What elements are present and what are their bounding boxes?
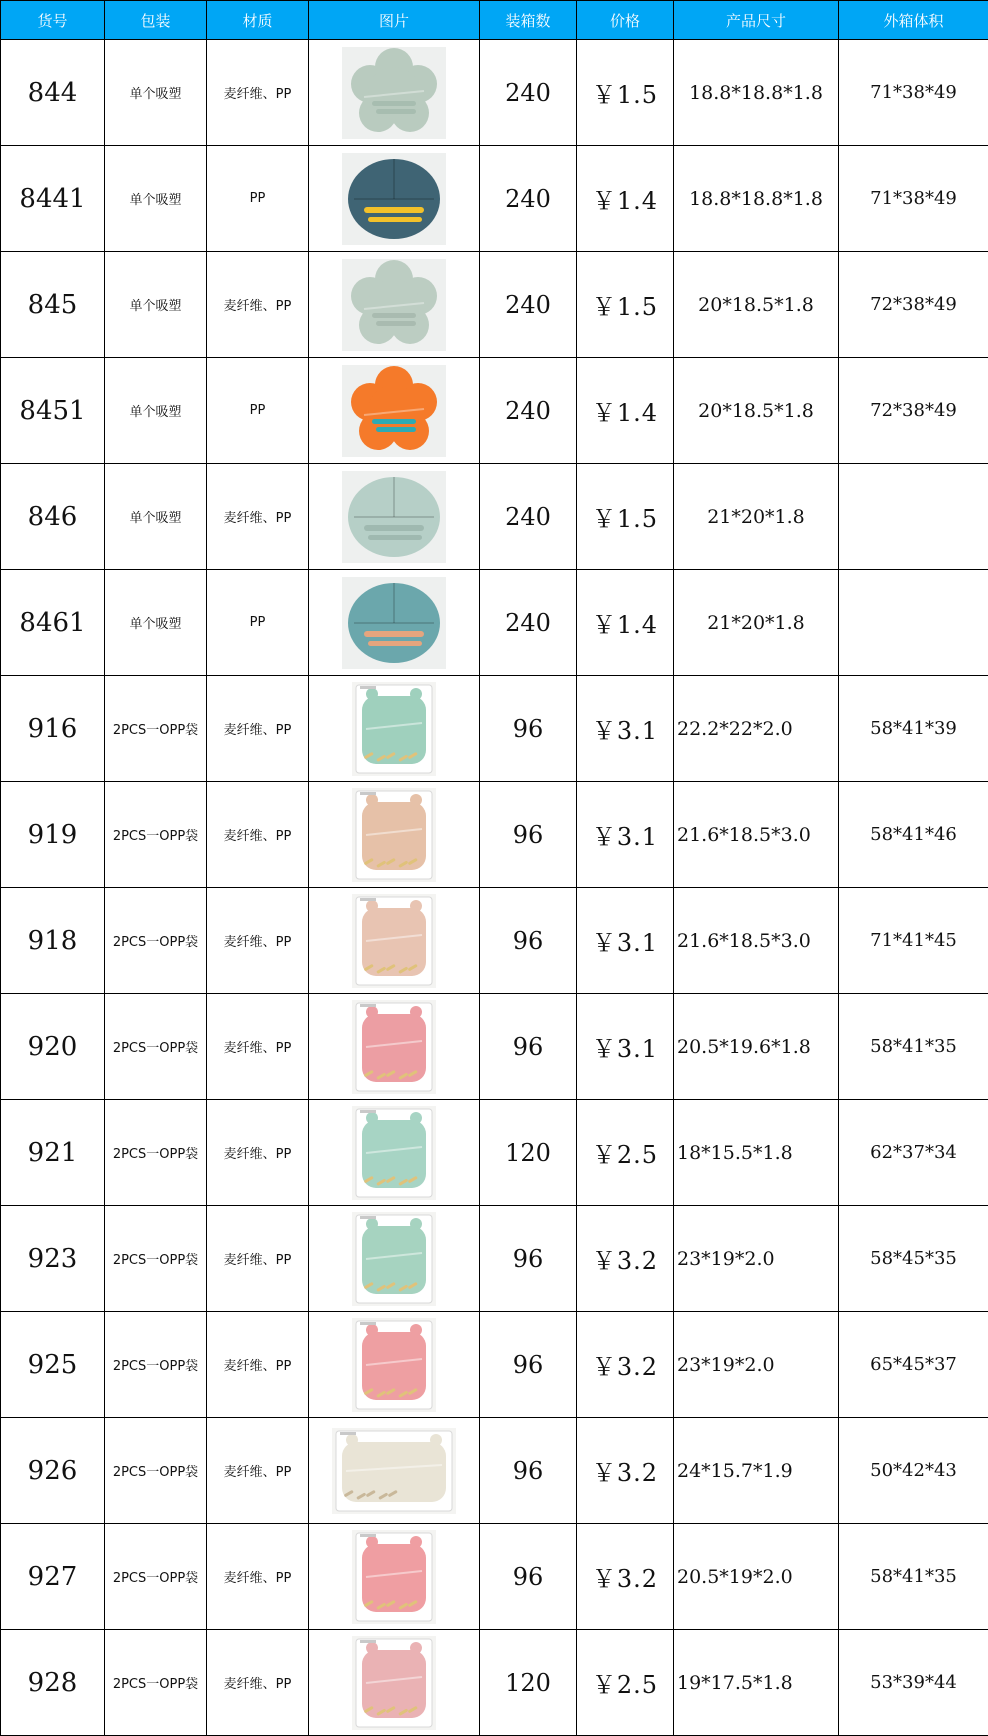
price-cell: ￥1.5 (577, 464, 674, 570)
table-row (1, 1524, 988, 1630)
image-cell (309, 252, 480, 358)
product-size-cell: 22.2*22*2.0 (674, 676, 839, 782)
carton-volume-cell: 58*41*39 (839, 676, 988, 782)
price-cell: ￥3.2 (577, 1418, 674, 1524)
image-cell (309, 1630, 480, 1736)
packaging-cell: 单个吸塑 (105, 252, 207, 358)
packaging-cell: 单个吸塑 (105, 40, 207, 146)
carton-volume-cell: 72*38*49 (839, 252, 988, 358)
packaging-cell: 单个吸塑 (105, 464, 207, 570)
code-cell: 918 (1, 888, 105, 994)
packaging-cell: 2PCS一OPP袋 (105, 1206, 207, 1312)
price-cell: ￥1.4 (577, 358, 674, 464)
product-size-cell: 18*15.5*1.8 (674, 1100, 839, 1206)
product-size-cell: 20*18.5*1.8 (674, 252, 839, 358)
table-row (1, 782, 988, 888)
price-cell: ￥3.2 (577, 1206, 674, 1312)
table-row (1, 994, 988, 1100)
table-row (1, 464, 988, 570)
material-cell: PP (207, 146, 309, 252)
carton-volume-cell: 58*41*35 (839, 1524, 988, 1630)
price-cell: ￥1.4 (577, 146, 674, 252)
code-cell: 846 (1, 464, 105, 570)
table-row (1, 1418, 988, 1524)
material-cell: 麦纤维、PP (207, 1312, 309, 1418)
carton-qty-cell: 96 (480, 1206, 577, 1312)
price-cell: ￥3.1 (577, 994, 674, 1100)
material-cell: 麦纤维、PP (207, 1206, 309, 1312)
product-size-cell: 21*20*1.8 (674, 464, 839, 570)
packaging-cell: 2PCS一OPP袋 (105, 676, 207, 782)
image-cell (309, 358, 480, 464)
price-cell: ￥3.1 (577, 782, 674, 888)
table-row (1, 888, 988, 994)
packaging-cell: 2PCS一OPP袋 (105, 994, 207, 1100)
plate-photo (332, 1428, 456, 1514)
plate-photo (352, 682, 436, 776)
carton-qty-cell: 240 (480, 464, 577, 570)
product-size-cell: 19*17.5*1.8 (674, 1630, 839, 1736)
code-cell: 919 (1, 782, 105, 888)
plate-photo (352, 788, 436, 882)
price-cell: ￥3.2 (577, 1312, 674, 1418)
product-size-cell: 23*19*2.0 (674, 1312, 839, 1418)
price-cell: ￥3.1 (577, 676, 674, 782)
packaging-cell: 2PCS一OPP袋 (105, 1524, 207, 1630)
material-cell: 麦纤维、PP (207, 464, 309, 570)
product-size-cell: 20.5*19.6*1.8 (674, 994, 839, 1100)
material-cell: PP (207, 358, 309, 464)
image-cell (309, 994, 480, 1100)
code-cell: 8441 (1, 146, 105, 252)
packaging-cell: 2PCS一OPP袋 (105, 1100, 207, 1206)
plate-photo (352, 1636, 436, 1730)
packaging-cell: 单个吸塑 (105, 358, 207, 464)
plate-photo (342, 259, 446, 351)
header-row (1, 1, 988, 40)
table-row (1, 676, 988, 782)
code-cell: 845 (1, 252, 105, 358)
carton-volume-cell: 72*38*49 (839, 358, 988, 464)
material-cell: 麦纤维、PP (207, 994, 309, 1100)
packaging-cell: 2PCS一OPP袋 (105, 782, 207, 888)
plate-photo (352, 1106, 436, 1200)
code-cell: 844 (1, 40, 105, 146)
carton-qty-cell: 240 (480, 146, 577, 252)
image-cell (309, 1100, 480, 1206)
image-cell (309, 888, 480, 994)
price-cell: ￥1.4 (577, 570, 674, 676)
plate-photo (342, 577, 446, 669)
price-cell: ￥3.2 (577, 1524, 674, 1630)
carton-volume-cell (839, 464, 988, 570)
carton-volume-cell: 62*37*34 (839, 1100, 988, 1206)
material-cell: 麦纤维、PP (207, 1418, 309, 1524)
header-carton-volume: 外箱体积 (839, 1, 988, 40)
header-carton-qty: 装箱数 (480, 1, 577, 40)
carton-volume-cell: 71*41*45 (839, 888, 988, 994)
image-cell (309, 782, 480, 888)
image-cell (309, 676, 480, 782)
price-cell: ￥1.5 (577, 40, 674, 146)
material-cell: 麦纤维、PP (207, 40, 309, 146)
packaging-cell: 2PCS一OPP袋 (105, 1418, 207, 1524)
carton-qty-cell: 120 (480, 1100, 577, 1206)
material-cell: 麦纤维、PP (207, 252, 309, 358)
plate-photo (342, 365, 446, 457)
carton-qty-cell: 120 (480, 1630, 577, 1736)
material-cell: 麦纤维、PP (207, 1630, 309, 1736)
carton-volume-cell: 58*41*46 (839, 782, 988, 888)
table-row (1, 40, 988, 146)
carton-qty-cell: 96 (480, 994, 577, 1100)
code-cell: 927 (1, 1524, 105, 1630)
price-cell: ￥3.1 (577, 888, 674, 994)
carton-qty-cell: 240 (480, 40, 577, 146)
price-cell: ￥2.5 (577, 1630, 674, 1736)
table-row (1, 1312, 988, 1418)
carton-qty-cell: 240 (480, 358, 577, 464)
plate-photo (352, 1000, 436, 1094)
table-row (1, 358, 988, 464)
packaging-cell: 2PCS一OPP袋 (105, 1312, 207, 1418)
carton-qty-cell: 96 (480, 676, 577, 782)
code-cell: 8461 (1, 570, 105, 676)
header-material: 材质 (207, 1, 309, 40)
table-row (1, 570, 988, 676)
plate-photo (342, 471, 446, 563)
carton-volume-cell: 58*41*35 (839, 994, 988, 1100)
price-cell: ￥1.5 (577, 252, 674, 358)
header-code: 货号 (1, 1, 105, 40)
header-packaging: 包装 (105, 1, 207, 40)
header-image: 图片 (309, 1, 480, 40)
code-cell: 916 (1, 676, 105, 782)
header-product-size: 产品尺寸 (674, 1, 839, 40)
plate-photo (352, 1530, 436, 1624)
code-cell: 926 (1, 1418, 105, 1524)
product-size-cell: 24*15.7*1.9 (674, 1418, 839, 1524)
carton-volume-cell: 71*38*49 (839, 146, 988, 252)
product-size-cell: 20*18.5*1.8 (674, 358, 839, 464)
image-cell (309, 1312, 480, 1418)
plate-photo (352, 894, 436, 988)
product-size-cell: 21*20*1.8 (674, 570, 839, 676)
image-cell (309, 1418, 480, 1524)
carton-volume-cell: 53*39*44 (839, 1630, 988, 1736)
carton-qty-cell: 240 (480, 252, 577, 358)
header-price: 价格 (577, 1, 674, 40)
packaging-cell: 2PCS一OPP袋 (105, 1630, 207, 1736)
image-cell (309, 40, 480, 146)
carton-qty-cell: 96 (480, 888, 577, 994)
material-cell: PP (207, 570, 309, 676)
packaging-cell: 2PCS一OPP袋 (105, 888, 207, 994)
code-cell: 920 (1, 994, 105, 1100)
image-cell (309, 1524, 480, 1630)
image-cell (309, 570, 480, 676)
product-size-cell: 18.8*18.8*1.8 (674, 40, 839, 146)
carton-volume-cell: 71*38*49 (839, 40, 988, 146)
carton-volume-cell: 50*42*43 (839, 1418, 988, 1524)
carton-volume-cell: 58*45*35 (839, 1206, 988, 1312)
table-row (1, 146, 988, 252)
product-size-cell: 21.6*18.5*3.0 (674, 888, 839, 994)
plate-photo (342, 47, 446, 139)
packaging-cell: 单个吸塑 (105, 146, 207, 252)
material-cell: 麦纤维、PP (207, 1100, 309, 1206)
plate-photo (342, 153, 446, 245)
material-cell: 麦纤维、PP (207, 1524, 309, 1630)
carton-qty-cell: 240 (480, 570, 577, 676)
packaging-cell: 单个吸塑 (105, 570, 207, 676)
material-cell: 麦纤维、PP (207, 888, 309, 994)
image-cell (309, 1206, 480, 1312)
code-cell: 8451 (1, 358, 105, 464)
code-cell: 928 (1, 1630, 105, 1736)
product-size-cell: 20.5*19*2.0 (674, 1524, 839, 1630)
image-cell (309, 464, 480, 570)
plate-photo (352, 1318, 436, 1412)
table-row (1, 1630, 988, 1736)
table-body (1, 40, 988, 1736)
table-row (1, 1206, 988, 1312)
table-row (1, 1100, 988, 1206)
product-size-cell: 23*19*2.0 (674, 1206, 839, 1312)
code-cell: 921 (1, 1100, 105, 1206)
material-cell: 麦纤维、PP (207, 782, 309, 888)
image-cell (309, 146, 480, 252)
carton-qty-cell: 96 (480, 782, 577, 888)
carton-qty-cell: 96 (480, 1524, 577, 1630)
carton-volume-cell (839, 570, 988, 676)
price-cell: ￥2.5 (577, 1100, 674, 1206)
carton-qty-cell: 96 (480, 1312, 577, 1418)
product-size-cell: 18.8*18.8*1.8 (674, 146, 839, 252)
code-cell: 923 (1, 1206, 105, 1312)
carton-volume-cell: 65*45*37 (839, 1312, 988, 1418)
carton-qty-cell: 96 (480, 1418, 577, 1524)
plate-photo (352, 1212, 436, 1306)
material-cell: 麦纤维、PP (207, 676, 309, 782)
table-row (1, 252, 988, 358)
code-cell: 925 (1, 1312, 105, 1418)
product-size-cell: 21.6*18.5*3.0 (674, 782, 839, 888)
